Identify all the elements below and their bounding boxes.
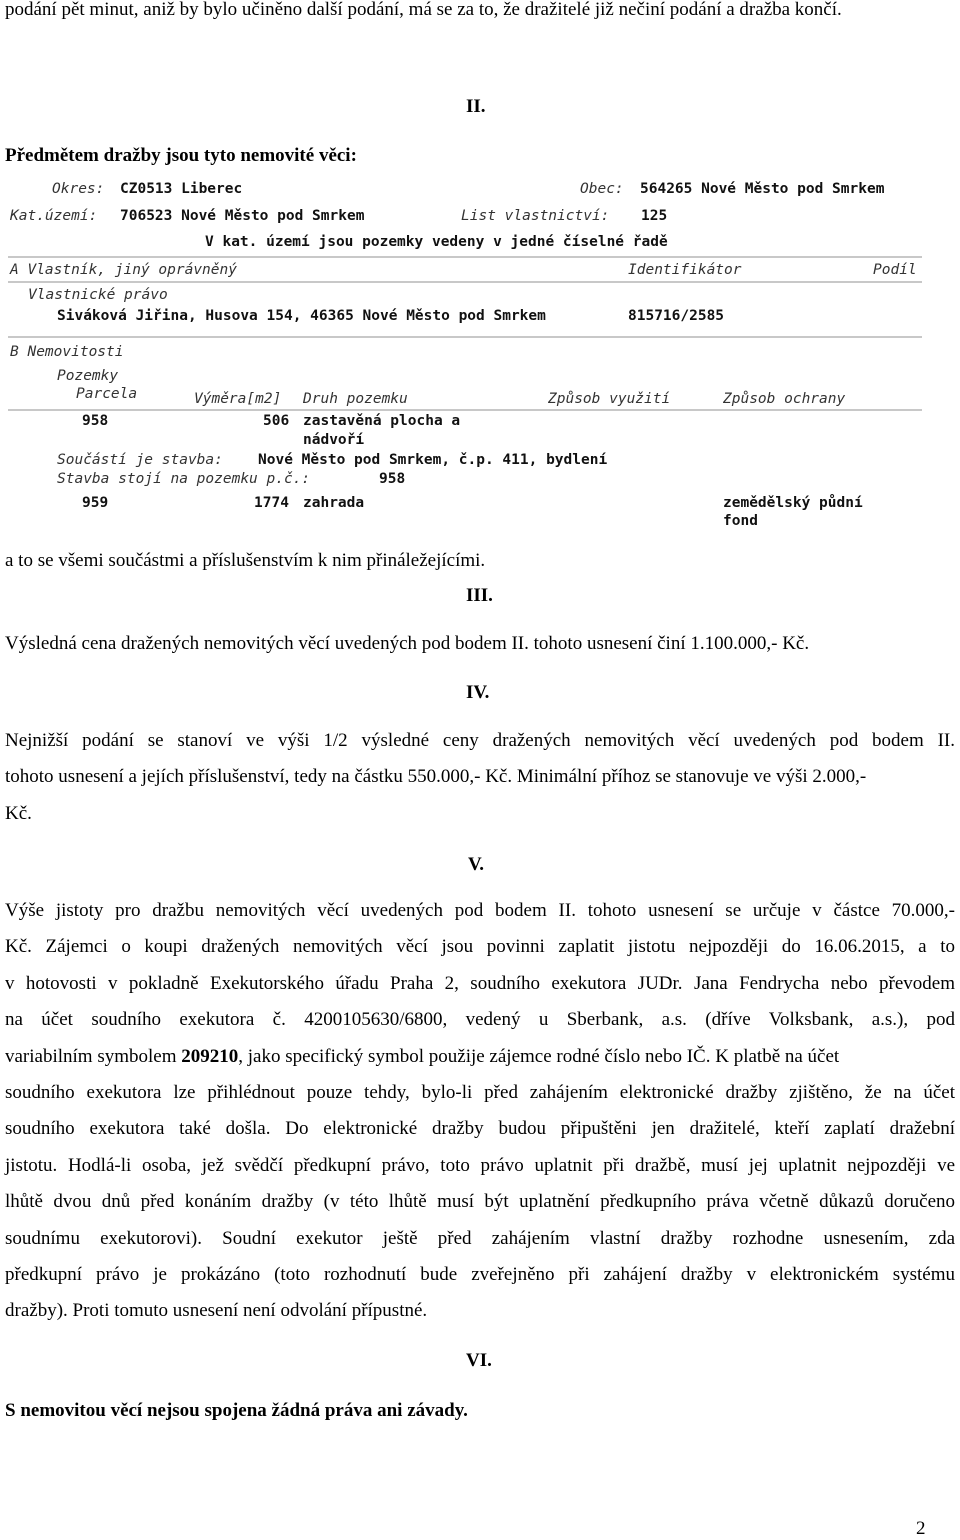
variable-symbol: 209210 <box>181 1045 239 1067</box>
paragraph-line: soudního exekutora také došla. Do elektronické dražby budou připuštěni jen dražitelé, kteří zaplatí dražební <box>5 1118 955 1140</box>
lv-value: 125 <box>641 208 668 224</box>
ownership-right-label: Vlastnické právo <box>28 287 168 303</box>
parcel-protection-cont: fond <box>723 513 758 529</box>
section-ii-after: a to se všemi součástmi a příslušenstvím k nim přináležejícími. <box>5 550 486 571</box>
col-land-type: Druh pozemku <box>303 391 408 407</box>
parcel-area: 1774 <box>254 495 289 511</box>
section-b-header: B Nemovitosti <box>10 344 124 360</box>
paragraph-line: soudního exekutora lze přihlédnout pouze tehdy, bylo-li před zahájením elektronické dražby zjištěno, že na účet <box>5 1081 955 1103</box>
section-heading-vi: VI. <box>466 1350 492 1371</box>
paragraph-line: Kč. <box>5 802 32 824</box>
vs-prefix: variabilním symbolem <box>5 1045 182 1067</box>
building-part-label: Součástí je stavba: <box>57 452 223 468</box>
paragraph-line: tohoto usnesení a jejích příslušenství, tedy na částku 550.000,- Kč. Minimální příhoz se stanovuje ve výši 2.000,- <box>5 766 867 788</box>
obec-value: 564265 Nové Město pod Smrkem <box>640 181 885 197</box>
col-usage: Způsob využití <box>548 391 671 407</box>
obec-label: Obec: <box>580 181 624 197</box>
section-vi-text: S nemovitou věcí nejsou spojena žádná práva ani závady. <box>5 1400 468 1421</box>
top-line: podání pět minut, aniž by bylo učiněno další podání, má se za to, že dražitelé již nečiní podání a dražba končí. <box>5 0 842 20</box>
paragraph-line: lhůtě dvou dnů před konáním dražby (v této lhůtě musí být uplatnění předkupního práva včetně důkazů doručeno <box>5 1191 955 1213</box>
owner-name: Siváková Jiřina, Husova 154, 46365 Nové Město pod Smrkem <box>57 308 546 324</box>
divider <box>8 336 922 338</box>
parcel-land-type: zastavěná plocha a <box>303 413 461 429</box>
cadastre-note: V kat. území jsou pozemky vedeny v jedné číselné řadě <box>205 234 668 250</box>
paragraph-line: předkupní právo je prokázáno (toto rozhodnutí bude zveřejněno při zahájení dražby v elektronickém systému <box>5 1263 955 1285</box>
share-header: Podíl <box>873 262 917 278</box>
parcel-land-type: zahrada <box>303 495 365 511</box>
section-v-paragraph <box>5 893 955 1330</box>
parcel-number: 958 <box>82 413 109 429</box>
okres-label: Okres: <box>52 181 105 197</box>
parcel-land-type-cont: nádvoří <box>303 432 365 448</box>
vs-suffix: , jako specifický symbol použije zájemce rodné číslo nebo IČ. K platbě na účet <box>238 1045 840 1067</box>
col-area: Výměra[m2] <box>194 391 282 407</box>
kat-value: 706523 Nové Město pod Smrkem <box>120 208 365 224</box>
paragraph-line: v hotovosti v pokladně Exekutorského úřadu Praha 2, soudního exekutora JUDr. Jana Fendrycha nebo převodem <box>5 972 955 994</box>
building-part-value: Nové Město pod Smrkem, č.p. 411, bydlení <box>258 452 608 468</box>
paragraph-line: dražby). Proti tomuto usnesení není odvolání přípustné. <box>5 1300 428 1322</box>
paragraph-line: soudnímu exekutorovi). Soudní exekutor ještě před zahájením vlastní dražby rozhodne usnesením, zda <box>5 1227 955 1249</box>
section-heading-iv: IV. <box>466 682 490 703</box>
section-heading-iii: III. <box>466 585 493 606</box>
paragraph-line: jistotu. Hodlá-li osoba, jež svědčí předkupní právo, toto právo uplatnit při dražbě, musí jej uplatnit nejpozději ve <box>5 1154 955 1176</box>
divider <box>8 281 922 283</box>
building-on-plot-label: Stavba stojí na pozemku p.č.: <box>57 471 311 487</box>
parcel-number: 959 <box>82 495 109 511</box>
paragraph-line: Kč. Zájemci o koupi dražených nemovitých věcí jsou povinni zaplatit jistotu nejpozději do 16.06.2015, a to <box>5 936 955 958</box>
divider <box>8 409 922 411</box>
section-heading-ii: II. <box>466 96 486 117</box>
land-plots-label: Pozemky <box>57 368 119 384</box>
parcel-area: 506 <box>263 413 290 429</box>
paragraph-line: Výše jistoty pro dražbu nemovitých věcí uvedených pod bodem II. tohoto usnesení se určuje v částce 70.000,- <box>5 900 955 921</box>
paragraph-line: Nejnižší podání se stanoví ve výši 1/2 výsledné ceny dražených nemovitých věcí uvedených pod bodem II. <box>5 730 955 751</box>
identifier-header: Identifikátor <box>628 262 742 278</box>
okres-value: CZ0513 Liberec <box>120 181 243 197</box>
owner-identifier: 815716/2585 <box>628 308 725 324</box>
paragraph-line: na účet soudního exekutora č. 4200105630/6800, vedený u Sberbank, a.s. (dříve Volksbank, a.s.), pod <box>5 1009 955 1031</box>
kat-label: Kat.území: <box>10 208 98 224</box>
paragraph-line <box>5 1039 955 1075</box>
divider <box>8 256 922 258</box>
section-heading-v: V. <box>468 854 485 875</box>
page-number: 2 <box>916 1518 926 1539</box>
col-parcel: Parcela <box>76 386 138 402</box>
building-on-plot-value: 958 <box>379 471 406 487</box>
section-ii-intro: Předmětem dražby jsou tyto nemovité věci: <box>5 145 357 166</box>
section-iii-text: Výsledná cena dražených nemovitých věcí uvedených pod bodem II. tohoto usnesení činí 1.100.000,- Kč. <box>5 633 810 654</box>
section-iv-paragraph <box>5 723 955 832</box>
parcel-protection: zemědělský půdní <box>723 495 863 511</box>
section-a-header: A Vlastník, jiný oprávněný <box>10 262 237 278</box>
lv-label: List vlastnictví: <box>461 208 610 224</box>
col-protection: Způsob ochrany <box>723 391 846 407</box>
